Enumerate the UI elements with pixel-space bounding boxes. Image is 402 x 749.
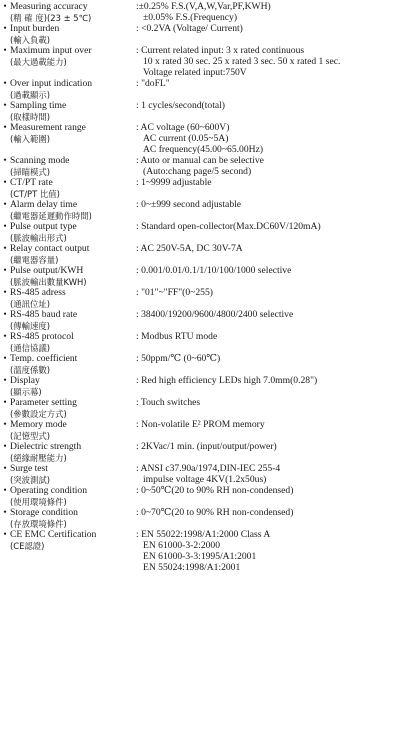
spec-row: [0, 46, 402, 79]
bullet-icon: •: [3, 154, 7, 166]
spec-label: CE EMC Certification: [10, 528, 97, 540]
spec-label-chinese: (繼電器容量): [10, 254, 59, 265]
spec-row: [0, 24, 402, 46]
spec-value: : "01"~"FF"(0~255): [136, 286, 213, 298]
spec-label-chinese: (脈波輸出形式): [10, 232, 67, 243]
spec-value: AC current (0.05~5A): [143, 132, 229, 144]
spec-label: Temp. coefficient: [10, 352, 78, 364]
bullet-icon: •: [3, 440, 7, 452]
bullet-icon: •: [3, 330, 7, 342]
spec-values: [136, 354, 402, 365]
spec-label: Display: [10, 374, 40, 386]
bullet-icon: •: [3, 484, 7, 496]
spec-label-chinese: (CE認證): [10, 540, 45, 551]
spec-values: [136, 442, 402, 453]
spec-label-chinese: (傳輸速度): [10, 320, 51, 331]
spec-value: : Red high efficiency LEDs high 7.0mm(0.28"): [136, 374, 318, 386]
spec-label-chinese: (記憶型式): [10, 430, 51, 441]
spec-label: Measurement range: [10, 121, 86, 133]
spec-label: Storage condition: [10, 506, 78, 518]
spec-label-chinese: (突波測試): [10, 474, 51, 485]
spec-values: [136, 178, 402, 189]
spec-value: impulse voltage 4KV(1.2x50us): [143, 473, 267, 485]
spec-label: Dielectric strength: [10, 440, 82, 452]
spec-label: Alarm delay time: [10, 198, 78, 210]
spec-label-chinese: (掃瞄模式): [10, 166, 51, 177]
spec-value: EN 61000-3-3:1995/A1:2001: [143, 550, 257, 562]
spec-row: [0, 288, 402, 310]
spec-row: [0, 2, 402, 24]
spec-label-chinese: (CT/PT 比值): [10, 188, 60, 199]
spec-value: : 1 cycles/second(total): [136, 99, 225, 111]
spec-value: ±0.05% F.S.(Frequency): [143, 11, 238, 23]
spec-row: [0, 178, 402, 200]
spec-label: RS-485 baud rate: [10, 308, 78, 320]
spec-values: [136, 530, 402, 574]
spec-label: Pulse output type: [10, 220, 77, 232]
bullet-icon: •: [3, 396, 7, 408]
spec-label-chinese: (絕緣耐壓能力): [10, 452, 67, 463]
spec-value: : 1~9999 adjustable: [136, 176, 212, 188]
spec-value: : Non-volatile E² PROM memory: [136, 418, 265, 430]
spec-label-chinese: (取樣時間): [10, 111, 51, 122]
spec-label: Measuring accuracy: [10, 1, 88, 12]
bullet-icon: •: [3, 506, 7, 518]
spec-value: 10 x rated 30 sec. 25 x rated 3 sec. 50 x rated 1 sec.: [143, 55, 341, 67]
spec-values: [136, 222, 402, 233]
spec-values: [136, 266, 402, 277]
spec-values: [136, 200, 402, 211]
spec-label-chinese: (顯示幕): [10, 386, 42, 397]
spec-values: [136, 398, 402, 409]
spec-values: [136, 123, 402, 156]
spec-value: : Auto or manual can be selective: [136, 154, 264, 166]
spec-row: [0, 420, 402, 442]
bullet-icon: •: [3, 308, 7, 320]
spec-values: [136, 508, 402, 519]
spec-value: : EN 55022:1998/A1:2000 Class A: [136, 528, 271, 540]
bullet-icon: •: [3, 462, 7, 474]
bullet-icon: •: [3, 23, 7, 34]
spec-value: : AC voltage (60~600V): [136, 121, 230, 133]
spec-label: CT/PT rate: [10, 176, 53, 188]
bullet-icon: •: [3, 45, 7, 56]
spec-row: [0, 398, 402, 420]
bullet-icon: •: [3, 352, 7, 364]
spec-label: Sampling time: [10, 99, 67, 111]
spec-value: : 0~70℃(20 to 90% RH non-condensed): [136, 506, 294, 518]
spec-value: : AC 250V-5A, DC 30V-7A: [136, 242, 243, 254]
spec-label: Scanning mode: [10, 154, 70, 166]
spec-label-chinese: (輸入範圍): [10, 133, 51, 144]
spec-value: : <0.2VA (Voltage/ Current): [136, 23, 243, 34]
spec-label-chinese: (過載顯示): [10, 89, 51, 100]
spec-row: [0, 486, 402, 508]
spec-value: : 0~±999 second adjustable: [136, 198, 242, 210]
spec-values: [136, 46, 402, 79]
spec-values: [136, 464, 402, 486]
spec-label-chinese: (最大過載能力): [10, 56, 67, 67]
spec-label: Operating condition: [10, 484, 87, 496]
bullet-icon: •: [3, 198, 7, 210]
spec-values: [136, 2, 402, 24]
spec-label: Parameter setting: [10, 396, 77, 408]
spec-row: [0, 200, 402, 222]
spec-label: RS-485 adress: [10, 286, 66, 298]
spec-value: EN 55024:1998/A1:2001: [143, 561, 241, 573]
spec-row: [0, 530, 402, 574]
spec-value: AC frequency(45.00~65.00Hz): [143, 143, 264, 155]
bullet-icon: •: [3, 176, 7, 188]
spec-label-chinese: (繼電器延遲動作時間): [10, 210, 92, 221]
spec-label: Maximum input over: [10, 45, 92, 56]
spec-values: [136, 420, 402, 431]
spec-values: [136, 310, 402, 321]
spec-row: [0, 222, 402, 244]
spec-values: [136, 486, 402, 497]
spec-value: : 0.001/0.01/0.1/1/10/100/1000 selective: [136, 264, 292, 276]
spec-value: EN 61000-3-2:2000: [143, 539, 221, 551]
spec-row: [0, 266, 402, 288]
spec-label: RS-485 protocol: [10, 330, 74, 342]
bullet-icon: •: [3, 121, 7, 133]
spec-label-chinese: (通訊位址): [10, 298, 51, 309]
spec-value: : Current related input: 3 x rated continuous: [136, 45, 305, 56]
bullet-icon: •: [3, 77, 7, 89]
spec-value: : ANSI c37.90a/1974,DIN-IEC 255-4: [136, 462, 281, 474]
spec-row: [0, 79, 402, 101]
spec-value: : 2KVac/1 min. (input/output/power): [136, 440, 277, 452]
spec-row: [0, 101, 402, 123]
spec-value: : Modbus RTU mode: [136, 330, 218, 342]
spec-label-chinese: (通信協議): [10, 342, 51, 353]
spec-label: Surge test: [10, 462, 48, 474]
bullet-icon: •: [3, 418, 7, 430]
bullet-icon: •: [3, 220, 7, 232]
spec-values: [136, 79, 402, 90]
spec-row: [0, 464, 402, 486]
bullet-icon: •: [3, 374, 7, 386]
spec-value: Voltage related input:750V: [143, 66, 247, 78]
spec-row: [0, 332, 402, 354]
spec-values: [136, 156, 402, 178]
spec-label: Memory mode: [10, 418, 67, 430]
spec-label: Pulse output/KWH: [10, 264, 84, 276]
spec-label-chinese: (使用環境條件): [10, 496, 67, 507]
spec-value: : 50ppm/℃ (0~60℃): [136, 352, 221, 364]
spec-values: [136, 24, 402, 35]
spec-row: [0, 442, 402, 464]
spec-value: : 0~50℃(20 to 90% RH non-condensed): [136, 484, 294, 496]
bullet-icon: •: [3, 99, 7, 111]
spec-value: : "doFL": [136, 77, 170, 89]
bullet-icon: •: [3, 1, 7, 12]
spec-label: Over input indication: [10, 77, 93, 89]
spec-values: [136, 244, 402, 255]
spec-label-chinese: (參數設定方式): [10, 408, 67, 419]
spec-value: : Touch switches: [136, 396, 201, 408]
bullet-icon: •: [3, 264, 7, 276]
spec-values: [136, 332, 402, 343]
spec-row: [0, 156, 402, 178]
spec-row: [0, 123, 402, 156]
spec-values: [136, 101, 402, 112]
spec-row: [0, 354, 402, 376]
spec-label-chinese: (精 確 度)(23 ± 5℃): [10, 12, 92, 23]
bullet-icon: •: [3, 528, 7, 540]
spec-row: [0, 508, 402, 530]
spec-value: (Auto:chang page/5 second): [143, 165, 252, 177]
spec-value: : 38400/19200/9600/4800/2400 selective: [136, 308, 294, 320]
spec-row: [0, 376, 402, 398]
bullet-icon: •: [3, 286, 7, 298]
spec-values: [136, 376, 402, 387]
spec-label: Input burden: [10, 23, 60, 34]
spec-value: :±0.25% F.S.(V,A,W,Var,PF,KWH): [136, 1, 271, 12]
spec-row: [0, 244, 402, 266]
spec-label-chinese: (存放環境條件): [10, 518, 67, 529]
spec-label: Relay contact output: [10, 242, 90, 254]
spec-row: [0, 310, 402, 332]
bullet-icon: •: [3, 242, 7, 254]
spec-value: : Standard open-collector(Max.DC60V/120mA): [136, 220, 321, 232]
spec-label-chinese: (溫度係數): [10, 364, 51, 375]
spec-values: [136, 288, 402, 299]
spec-label-chinese: (輸入負載): [10, 34, 51, 45]
spec-label-chinese: (脈波輸出數量KWH): [10, 276, 87, 287]
